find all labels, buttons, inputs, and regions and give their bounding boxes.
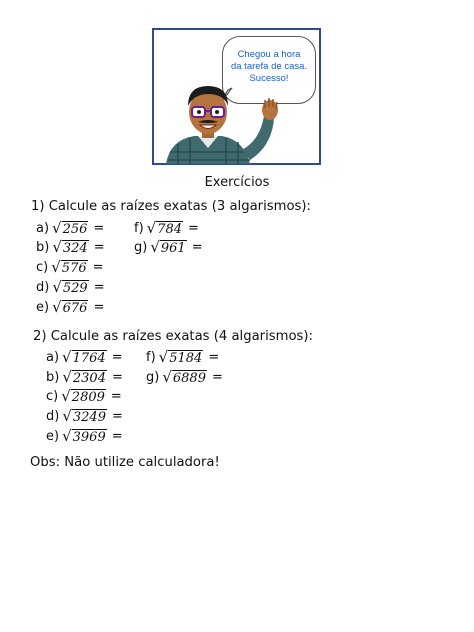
radical-sign-icon: √ <box>52 298 62 316</box>
square-root <box>62 427 107 445</box>
square-root <box>52 219 88 237</box>
exercise-1-heading: 1) Calcule as raízes exatas (3 algarismos): <box>31 199 312 214</box>
radicand: 6889 <box>172 371 206 386</box>
equals-sign: = <box>111 408 123 424</box>
item-label: d) <box>36 279 50 295</box>
radical-sign-icon: √ <box>51 258 61 276</box>
radicand: 3249 <box>72 410 106 425</box>
radicand: 1764 <box>72 351 106 366</box>
radicand: 676 <box>62 301 88 316</box>
item-label: g) <box>146 369 160 385</box>
exercise-2-item-f <box>146 347 219 367</box>
radical-sign-icon: √ <box>146 219 157 237</box>
item-label: f) <box>134 220 144 236</box>
square-root <box>162 368 207 386</box>
radical-sign-icon: √ <box>62 407 72 425</box>
equals-sign: = <box>208 349 220 365</box>
teacher-avatar-icon <box>164 80 294 164</box>
radical-sign-icon: √ <box>62 348 72 366</box>
square-root <box>150 238 186 256</box>
square-root <box>159 348 204 366</box>
radicand: 576 <box>61 261 87 276</box>
item-label: e) <box>46 428 60 444</box>
equals-sign: = <box>111 369 123 385</box>
exercise-2-item-e <box>46 426 123 446</box>
square-root <box>52 298 88 316</box>
radical-sign-icon: √ <box>158 348 169 366</box>
radical-sign-icon: √ <box>52 278 62 296</box>
exercise-1-item-b <box>36 237 105 257</box>
item-label: c) <box>36 259 49 275</box>
equals-sign: = <box>93 220 105 236</box>
radical-sign-icon: √ <box>62 427 72 445</box>
square-root <box>52 278 88 296</box>
equals-sign: = <box>93 279 105 295</box>
item-label: d) <box>46 408 60 424</box>
exercise-1-item-f <box>134 218 199 238</box>
exercise-2-item-g <box>146 367 223 387</box>
exercise-2-item-a <box>46 347 123 367</box>
radicand: 3969 <box>72 430 106 445</box>
header-illustration-frame <box>152 28 321 165</box>
square-root <box>147 219 183 237</box>
equals-sign: = <box>111 349 123 365</box>
item-label: e) <box>36 299 50 315</box>
exercise-1-item-a <box>36 218 104 238</box>
equals-sign: = <box>211 369 223 385</box>
speech-line-2: da tarefa de casa. <box>230 61 308 72</box>
radical-sign-icon: √ <box>62 368 72 386</box>
radical-sign-icon: √ <box>52 219 62 237</box>
exercise-1-item-g <box>134 237 203 257</box>
radicand: 529 <box>62 281 88 296</box>
square-root <box>51 258 87 276</box>
equals-sign: = <box>110 388 122 404</box>
speech-line-3: Sucesso! <box>249 73 289 84</box>
exercise-1-item-d <box>36 277 105 297</box>
item-label: b) <box>36 239 50 255</box>
radicand: 5184 <box>169 351 203 366</box>
observation-note: Obs: Não utilize calculadora! <box>30 455 220 470</box>
exercise-1-item-c <box>36 257 104 277</box>
item-label: g) <box>134 239 148 255</box>
speech-line-1: Chegou a hora <box>237 49 301 60</box>
exercise-2-item-c <box>46 386 122 406</box>
item-label: a) <box>46 349 60 365</box>
square-root <box>62 348 107 366</box>
equals-sign: = <box>111 428 123 444</box>
radicand: 2304 <box>72 371 106 386</box>
exercise-2-heading: 2) Calcule as raízes exatas (4 algarismos): <box>33 329 314 344</box>
equals-sign: = <box>93 239 105 255</box>
page-title: Exercícios <box>204 175 270 190</box>
exercise-1-item-e <box>36 297 104 317</box>
radicand: 256 <box>62 222 88 237</box>
radicand: 784 <box>157 222 183 237</box>
radicand: 324 <box>62 241 88 256</box>
radical-sign-icon: √ <box>162 368 172 386</box>
square-root <box>62 407 107 425</box>
equals-sign: = <box>92 259 104 275</box>
radical-sign-icon: √ <box>150 238 160 256</box>
square-root <box>62 368 107 386</box>
item-label: f) <box>146 349 156 365</box>
equals-sign: = <box>191 239 203 255</box>
equals-sign: = <box>93 299 105 315</box>
radicand: 2809 <box>71 390 105 405</box>
exercise-2-item-d <box>46 406 123 426</box>
item-label: b) <box>46 369 60 385</box>
item-label: c) <box>46 388 59 404</box>
radicand: 961 <box>160 241 186 256</box>
exercise-2-item-b <box>46 367 123 387</box>
square-root <box>61 387 106 405</box>
item-label: a) <box>36 220 50 236</box>
square-root <box>52 238 88 256</box>
radical-sign-icon: √ <box>61 387 71 405</box>
radical-sign-icon: √ <box>52 238 62 256</box>
equals-sign: = <box>188 220 199 236</box>
